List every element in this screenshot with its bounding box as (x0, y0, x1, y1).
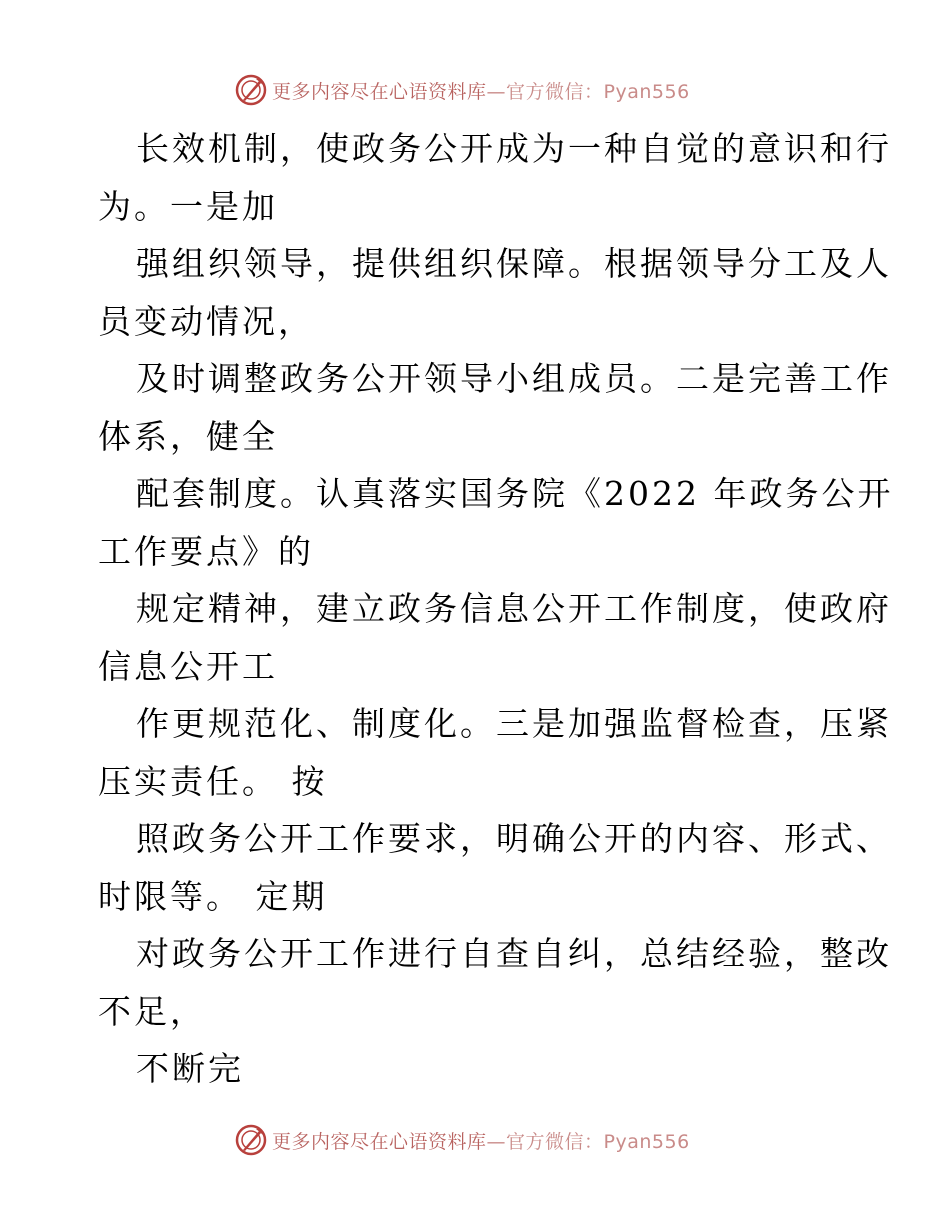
body-line: 时限等。 定期 (98, 876, 328, 916)
body-line: 及时调整政务公开领导小组成员。二是完善工作 (136, 359, 892, 398)
header-banner (234, 72, 690, 108)
body-line: 作更规范化、制度化。三是加强监督检查，压紧 (136, 704, 892, 743)
header-site-text: 更多内容尽在心语资料库 (272, 80, 487, 103)
footer-site-text: 更多内容尽在心语资料库 (272, 1130, 487, 1153)
quill-pen-circle-logo-icon (234, 73, 268, 107)
body-line: 体系，健全 (98, 416, 278, 456)
body-line: 长效机制，使政务公开成为一种自觉的意识和行 (136, 129, 892, 168)
body-line: 对政务公开工作进行自查自纠，总结经验，整改 (136, 934, 892, 973)
footer-contact-text: —官方微信：Pyan556 (486, 1130, 690, 1153)
body-line: 配套制度。认真落实国务院《2022 年政务公开 (136, 474, 894, 513)
body-line: 工作要点》的 (98, 531, 314, 571)
document-body (98, 120, 894, 1098)
header-banner-text (272, 77, 690, 104)
body-line: 强组织领导，提供组织保障。根据领导分工及人 (136, 244, 892, 283)
body-line: 规定精神，建立政务信息公开工作制度，使政府 (136, 589, 892, 628)
body-line: 信息公开工 (98, 646, 278, 686)
body-line: 为。一是加 (98, 186, 278, 226)
body-line: 压实责任。 按 (98, 761, 328, 801)
body-line: 不足， (98, 991, 206, 1031)
footer-banner (234, 1122, 690, 1158)
body-line: 照政务公开工作要求，明确公开的内容、形式、 (136, 819, 892, 858)
body-line: 员变动情况， (98, 301, 314, 341)
footer-banner-text (272, 1127, 690, 1154)
body-line: 不断完 (136, 1049, 244, 1088)
quill-pen-circle-logo-icon (234, 1123, 268, 1157)
header-contact-text: —官方微信：Pyan556 (486, 80, 690, 103)
